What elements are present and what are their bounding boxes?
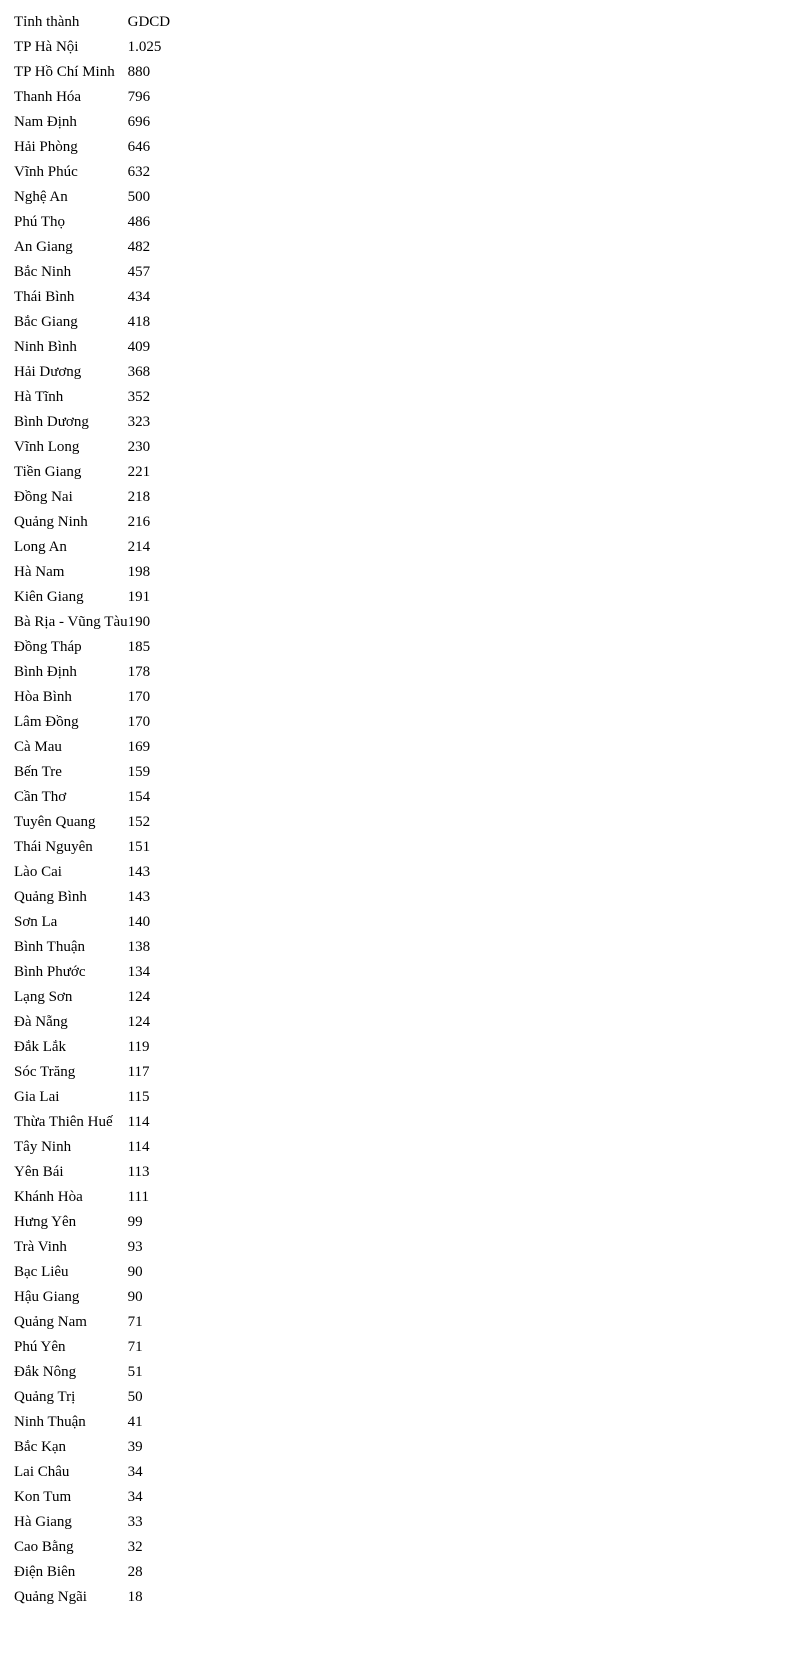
province-name-cell: Cao Bằng xyxy=(14,1538,74,1555)
score-cell: 90 xyxy=(127,1288,143,1305)
province-name-cell: Kon Tum xyxy=(14,1488,72,1505)
table-row xyxy=(14,134,208,159)
province-name-cell: Ninh Thuận xyxy=(14,1413,86,1430)
province-name-cell: TP Hà Nội xyxy=(14,38,79,55)
province-name-cell: Quảng Trị xyxy=(14,1388,76,1405)
table-row xyxy=(14,809,208,834)
score-cell: 99 xyxy=(127,1213,143,1230)
score-cell: 352 xyxy=(127,388,151,405)
score-cell: 696 xyxy=(127,113,151,130)
table-row xyxy=(14,234,208,259)
table-body xyxy=(14,34,208,1609)
score-cell: 170 xyxy=(127,688,151,705)
province-name-cell: Tuyên Quang xyxy=(14,813,96,830)
table-row xyxy=(14,1234,208,1259)
table-row xyxy=(14,909,208,934)
score-cell: 185 xyxy=(127,638,151,655)
score-cell: 117 xyxy=(127,1063,150,1080)
score-cell: 51 xyxy=(127,1363,143,1380)
table-row xyxy=(14,59,208,84)
score-cell: 18 xyxy=(127,1588,143,1605)
score-cell: 140 xyxy=(127,913,151,930)
table-row xyxy=(14,1084,208,1109)
table-row xyxy=(14,709,208,734)
province-name-cell: Bắc Kạn xyxy=(14,1438,67,1455)
score-cell: 134 xyxy=(127,963,151,980)
table-row xyxy=(14,559,208,584)
table-row xyxy=(14,634,208,659)
province-name-cell: TP Hồ Chí Minh xyxy=(14,63,115,80)
province-name-cell: Yên Bái xyxy=(14,1163,64,1180)
province-name-cell: Đắk Lắk xyxy=(14,1038,67,1055)
score-cell: 143 xyxy=(127,888,151,905)
table-row xyxy=(14,434,208,459)
table-row xyxy=(14,259,208,284)
table-row xyxy=(14,1159,208,1184)
province-name-cell: Nam Định xyxy=(14,113,77,130)
score-cell: 154 xyxy=(127,788,151,805)
score-cell: 151 xyxy=(127,838,151,855)
table-row xyxy=(14,1184,208,1209)
province-name-cell: Tây Ninh xyxy=(14,1138,72,1155)
table-row xyxy=(14,1584,208,1609)
score-cell: 170 xyxy=(127,713,151,730)
score-cell: 39 xyxy=(127,1438,143,1455)
table-row xyxy=(14,209,208,234)
province-name-cell: Hà Giang xyxy=(14,1513,72,1530)
province-name-cell: Hà Tĩnh xyxy=(14,388,64,405)
table-row xyxy=(14,509,208,534)
score-cell: 119 xyxy=(127,1038,150,1055)
table-row xyxy=(14,1384,208,1409)
table-row xyxy=(14,984,208,1009)
table-row xyxy=(14,1209,208,1234)
score-cell: 41 xyxy=(127,1413,143,1430)
province-name-cell: Quảng Ninh xyxy=(14,513,88,530)
province-name-cell: Bình Thuận xyxy=(14,938,85,955)
table-row xyxy=(14,1484,208,1509)
table-row xyxy=(14,884,208,909)
table-row xyxy=(14,184,208,209)
score-cell: 796 xyxy=(127,88,151,105)
score-cell: 500 xyxy=(127,188,151,205)
table-row xyxy=(14,109,208,134)
province-name-cell: Ninh Bình xyxy=(14,338,77,355)
table-row xyxy=(14,1034,208,1059)
province-name-cell: Lào Cai xyxy=(14,863,62,880)
table-row xyxy=(14,284,208,309)
score-cell: 1.025 xyxy=(127,38,162,55)
score-cell: 230 xyxy=(127,438,151,455)
score-cell: 115 xyxy=(127,1088,150,1105)
table-header-row xyxy=(14,9,208,34)
table-row xyxy=(14,834,208,859)
table-row xyxy=(14,1109,208,1134)
province-name-cell: Bạc Liêu xyxy=(14,1263,69,1280)
table-row xyxy=(14,584,208,609)
score-cell: 191 xyxy=(127,588,151,605)
table-row xyxy=(14,384,208,409)
province-name-cell: Bến Tre xyxy=(14,763,62,780)
table-row xyxy=(14,1284,208,1309)
score-cell: 111 xyxy=(127,1188,149,1205)
table-row xyxy=(14,1259,208,1284)
score-cell: 418 xyxy=(127,313,151,330)
table-row xyxy=(14,334,208,359)
score-cell: 169 xyxy=(127,738,151,755)
score-cell: 221 xyxy=(127,463,151,480)
score-cell: 368 xyxy=(127,363,151,380)
score-cell: 34 xyxy=(127,1463,143,1480)
score-cell: 90 xyxy=(127,1263,143,1280)
province-name-cell: Hải Dương xyxy=(14,363,82,380)
province-name-cell: Kiên Giang xyxy=(14,588,84,605)
province-score-table xyxy=(14,9,208,1609)
province-name-cell: Thái Bình xyxy=(14,288,75,305)
province-name-cell: Long An xyxy=(14,538,67,555)
score-cell: 880 xyxy=(127,63,151,80)
province-name-cell: Bắc Giang xyxy=(14,313,78,330)
score-cell: 482 xyxy=(127,238,151,255)
table-row xyxy=(14,459,208,484)
score-cell: 32 xyxy=(127,1538,143,1555)
table-row xyxy=(14,84,208,109)
header-score: GDCD xyxy=(127,13,171,30)
province-name-cell: Đà Nẵng xyxy=(14,1013,68,1030)
score-cell: 113 xyxy=(127,1163,150,1180)
score-cell: 323 xyxy=(127,413,151,430)
province-name-cell: Điện Biên xyxy=(14,1563,76,1580)
score-cell: 646 xyxy=(127,138,151,155)
province-name-cell: Sơn La xyxy=(14,913,58,930)
province-name-cell: Đồng Tháp xyxy=(14,638,82,655)
table-row xyxy=(14,34,208,59)
province-name-cell: Đồng Nai xyxy=(14,488,73,505)
province-name-cell: Quảng Bình xyxy=(14,888,87,905)
score-cell: 138 xyxy=(127,938,151,955)
province-name-cell: Trà Vinh xyxy=(14,1238,67,1255)
province-name-cell: Bình Định xyxy=(14,663,77,680)
province-name-cell: An Giang xyxy=(14,238,73,255)
table-row xyxy=(14,734,208,759)
province-name-cell: Cần Thơ xyxy=(14,788,67,805)
province-name-cell: Khánh Hòa xyxy=(14,1188,83,1205)
score-cell: 486 xyxy=(127,213,151,230)
score-cell: 190 xyxy=(127,613,151,630)
table-row xyxy=(14,1359,208,1384)
score-cell: 159 xyxy=(127,763,151,780)
province-name-cell: Lạng Sơn xyxy=(14,988,73,1005)
score-cell: 457 xyxy=(127,263,151,280)
province-name-cell: Thừa Thiên Huế xyxy=(14,1113,113,1130)
table-row xyxy=(14,1534,208,1559)
score-cell: 434 xyxy=(127,288,151,305)
province-name-cell: Hưng Yên xyxy=(14,1213,77,1230)
score-cell: 50 xyxy=(127,1388,143,1405)
table-row xyxy=(14,1134,208,1159)
province-name-cell: Vĩnh Long xyxy=(14,438,80,455)
score-cell: 198 xyxy=(127,563,151,580)
score-cell: 124 xyxy=(127,988,151,1005)
province-name-cell: Sóc Trăng xyxy=(14,1063,76,1080)
table-row xyxy=(14,934,208,959)
score-cell: 71 xyxy=(127,1338,143,1355)
table-row xyxy=(14,659,208,684)
table-row xyxy=(14,1509,208,1534)
table-row xyxy=(14,409,208,434)
province-name-cell: Phú Yên xyxy=(14,1338,66,1355)
table-row xyxy=(14,784,208,809)
province-name-cell: Thái Nguyên xyxy=(14,838,93,855)
score-cell: 124 xyxy=(127,1013,151,1030)
province-name-cell: Hà Nam xyxy=(14,563,65,580)
province-name-cell: Lai Châu xyxy=(14,1463,70,1480)
score-cell: 33 xyxy=(127,1513,143,1530)
province-name-cell: Hải Phòng xyxy=(14,138,78,155)
province-name-cell: Bình Dương xyxy=(14,413,89,430)
score-cell: 178 xyxy=(127,663,151,680)
province-name-cell: Bình Phước xyxy=(14,963,86,980)
table-row xyxy=(14,609,208,634)
province-name-cell: Gia Lai xyxy=(14,1088,60,1105)
table-row xyxy=(14,959,208,984)
score-cell: 214 xyxy=(127,538,151,555)
table-row xyxy=(14,484,208,509)
table-row xyxy=(14,159,208,184)
province-name-cell: Vĩnh Phúc xyxy=(14,163,78,180)
province-name-cell: Bà Rịa - Vũng Tàu xyxy=(14,613,128,630)
table-row xyxy=(14,359,208,384)
table-row xyxy=(14,1459,208,1484)
province-name-cell: Thanh Hóa xyxy=(14,88,82,105)
province-name-cell: Hòa Bình xyxy=(14,688,72,705)
table-row xyxy=(14,1334,208,1359)
score-cell: 34 xyxy=(127,1488,143,1505)
score-cell: 409 xyxy=(127,338,151,355)
score-cell: 632 xyxy=(127,163,151,180)
score-cell: 71 xyxy=(127,1313,143,1330)
score-cell: 114 xyxy=(127,1113,150,1130)
province-name-cell: Lâm Đồng xyxy=(14,713,79,730)
score-cell: 218 xyxy=(127,488,151,505)
province-name-cell: Quảng Nam xyxy=(14,1313,87,1330)
table-row xyxy=(14,1309,208,1334)
table-row xyxy=(14,309,208,334)
table-row xyxy=(14,859,208,884)
table-row xyxy=(14,1009,208,1034)
province-name-cell: Đắk Nông xyxy=(14,1363,77,1380)
table-row xyxy=(14,1559,208,1584)
table-row xyxy=(14,1434,208,1459)
province-name-cell: Phú Thọ xyxy=(14,213,65,230)
table-row xyxy=(14,684,208,709)
score-cell: 152 xyxy=(127,813,151,830)
score-cell: 143 xyxy=(127,863,151,880)
province-name-cell: Hậu Giang xyxy=(14,1288,80,1305)
province-name-cell: Cà Mau xyxy=(14,738,62,755)
table-row xyxy=(14,759,208,784)
table-row xyxy=(14,1059,208,1084)
score-cell: 93 xyxy=(127,1238,143,1255)
score-cell: 216 xyxy=(127,513,151,530)
score-cell: 114 xyxy=(127,1138,150,1155)
score-cell: 28 xyxy=(127,1563,143,1580)
table-row xyxy=(14,534,208,559)
province-name-cell: Tiền Giang xyxy=(14,463,82,480)
province-name-cell: Bắc Ninh xyxy=(14,263,72,280)
province-name-cell: Nghệ An xyxy=(14,188,68,205)
table-row xyxy=(14,1409,208,1434)
province-name-cell: Quảng Ngãi xyxy=(14,1588,87,1605)
header-province: Tỉnh thành xyxy=(14,13,80,30)
